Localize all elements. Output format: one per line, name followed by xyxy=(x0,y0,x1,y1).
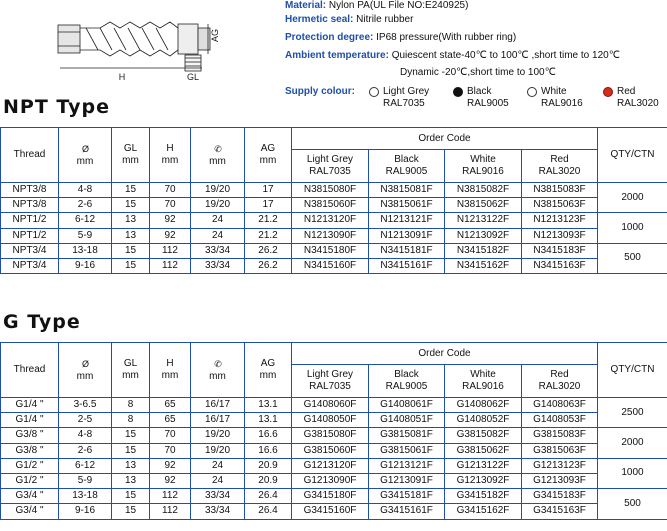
table-row: NPT1/2 6-12 13 92 24 21.2 N1213120F N1213121F N1213122F N1213123F 1000 xyxy=(1,213,667,228)
table-row: NPT3/8 4-8 15 70 19/20 17 N3815080F N3815081F N3815082F N3815083F 2000 xyxy=(1,183,667,198)
header-ag: AG mm xyxy=(245,128,292,183)
header-ag: AG mm xyxy=(245,343,292,398)
header-thread: Thread xyxy=(1,343,59,398)
header-code-black: Black RAL9005 xyxy=(369,365,445,398)
colour-dot-icon xyxy=(453,87,463,97)
qty-cell: 1000 xyxy=(598,213,667,243)
table-row: NPT3/8 2-6 15 70 19/20 17 N3815060F N3815061F N3815062F N3815063F xyxy=(1,198,667,213)
table-row: G3/8 " 2-6 15 70 19/20 16.6 G3815060F G3815061F G3815062F G3815063F xyxy=(1,443,667,458)
table-row: NPT3/4 13-18 15 112 33/34 26.2 N3415180F N3415181F N3415182F N3415183F 500 xyxy=(1,243,667,258)
qty-cell: 500 xyxy=(598,489,667,519)
table-row: G3/8 " 4-8 15 70 19/20 16.6 G3815080F G3815081F G3815082F G3815083F 2000 xyxy=(1,428,667,443)
header-code-red: Red RAL3020 xyxy=(522,150,598,183)
g-type-title: G Type xyxy=(3,311,81,333)
table-row: NPT1/2 5-9 13 92 24 21.2 N1213090F N1213091F N1213092F N1213093F xyxy=(1,228,667,243)
colour-dot-icon xyxy=(369,87,379,97)
header-h: H mm xyxy=(150,343,191,398)
diameter-icon: Ø xyxy=(81,358,88,369)
header-qty: QTY/CTN xyxy=(598,343,667,398)
header-code-white: White RAL9016 xyxy=(445,365,522,398)
header-diameter: Ø mm xyxy=(59,343,112,398)
g-table xyxy=(0,342,667,520)
header-gl: GL mm xyxy=(112,128,150,183)
colour-dot-icon xyxy=(603,87,613,97)
header-code-light-grey: Light Grey RAL7035 xyxy=(292,365,369,398)
qty-cell: 2500 xyxy=(598,398,667,428)
spec-protection: Protection degree: IP68 pressure(With rubber ring) xyxy=(285,32,517,43)
table-row: G1/2 " 5-9 13 92 24 20.9 G1213090F G1213091F G1213092F G1213093F xyxy=(1,473,667,488)
spec-temperature: Ambient temperature: Quiescent state-40℃ to 100℃ ,short time to 120℃ xyxy=(285,50,620,61)
qty-cell: 500 xyxy=(598,243,667,273)
header-code-light-grey: Light Grey RAL7035 xyxy=(292,150,369,183)
cable-gland-drawing xyxy=(0,0,280,90)
header-order-code: Order Code xyxy=(292,128,598,150)
header-gl: GL mm xyxy=(112,343,150,398)
spec-temperature-dynamic: Dynamic -20℃,short time to 100℃ xyxy=(400,67,556,78)
qty-cell: 1000 xyxy=(598,458,667,488)
wrench-icon: ✆ xyxy=(214,358,221,369)
qty-cell: 2000 xyxy=(598,428,667,458)
qty-cell: 2000 xyxy=(598,183,667,213)
table-row: NPT3/4 9-16 15 112 33/34 26.2 N3415160F N3415161F N3415162F N3415163F xyxy=(1,258,667,273)
header-qty: QTY/CTN xyxy=(598,128,667,183)
table-row: G1/2 " 6-12 13 92 24 20.9 G1213120F G1213121F G1213122F G1213123F 1000 xyxy=(1,458,667,473)
table-row: G3/4 " 13-18 15 112 33/34 26.4 G3415180F G3415181F G3415182F G3415183F 500 xyxy=(1,489,667,504)
header-wrench: ✆ mm xyxy=(191,128,245,183)
spec-seal: Hermetic seal: Nitrile rubber xyxy=(285,14,414,25)
header-code-black: Black RAL9005 xyxy=(369,150,445,183)
header-thread: Thread xyxy=(1,128,59,183)
spec-material: Material: Nylon PA(UL File NO:E240925) xyxy=(285,0,469,11)
table-row: G3/4 " 9-16 15 112 33/34 26.4 G3415160F G3415161F G3415162F G3415163F xyxy=(1,504,667,519)
diameter-icon: Ø xyxy=(81,143,88,154)
table-row: G1/4 " 3-6.5 8 65 16/17 13.1 G1408060F G1408061F G1408062F G1408063F 2500 xyxy=(1,398,667,413)
npt-table xyxy=(0,127,667,274)
colour-dot-icon xyxy=(527,87,537,97)
dim-gl-label: GL xyxy=(186,72,200,82)
npt-type-title: NPT Type xyxy=(3,96,110,118)
header-code-red: Red RAL3020 xyxy=(522,365,598,398)
header-h: H mm xyxy=(150,128,191,183)
dim-h-label: H xyxy=(118,72,126,82)
table-row: G1/4 " 2-5 8 65 16/17 13.1 G1408050F G1408051F G1408052F G1408053F xyxy=(1,413,667,428)
wrench-icon: ✆ xyxy=(214,143,221,154)
header-code-white: White RAL9016 xyxy=(445,150,522,183)
header-wrench: ✆ mm xyxy=(191,343,245,398)
dim-ag-label: AG xyxy=(210,28,220,42)
header-order-code: Order Code xyxy=(292,343,598,365)
header-diameter: Ø mm xyxy=(59,128,112,183)
